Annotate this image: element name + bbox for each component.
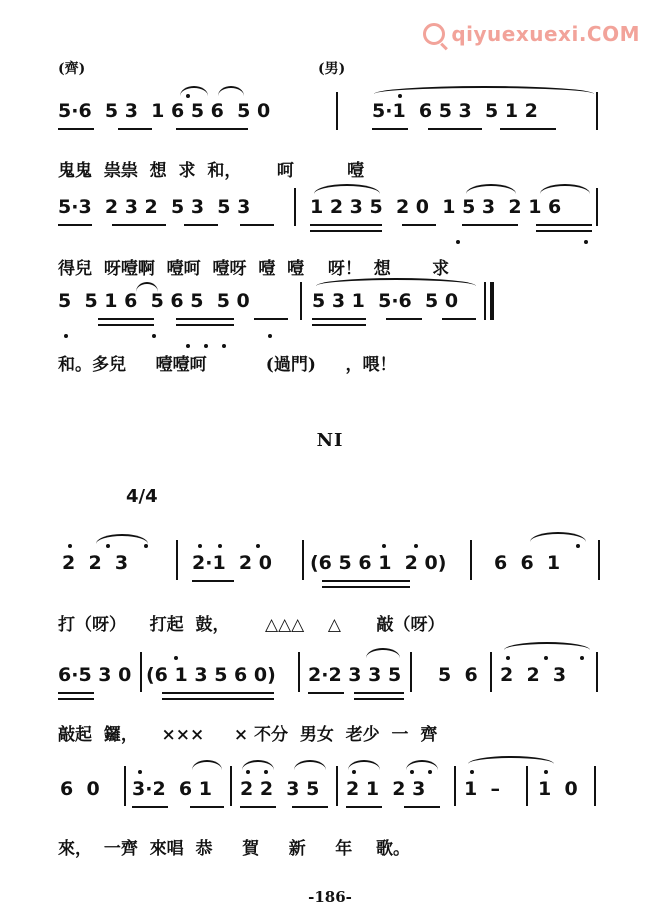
octave-dot: [456, 240, 460, 244]
octave-dot: [256, 544, 260, 548]
measure-notes: (6 5 6 1 2 0): [310, 552, 447, 574]
measure-notes: 5 5 1 6 5 6 5 5 0: [58, 290, 250, 312]
site-watermark: [423, 22, 640, 46]
octave-dot: [106, 544, 110, 548]
beam: [322, 580, 410, 582]
beam: [428, 128, 482, 130]
measure-notes: 1 2 3 5 2 0 1 5 3 2 1 6: [310, 196, 562, 218]
beam: [240, 224, 274, 226]
bar-line: [298, 652, 300, 692]
measure-notes: 6 6 1: [494, 552, 561, 574]
beam: [254, 318, 288, 320]
measure-notes: 5·1 6 5 3 5 1 2: [372, 100, 538, 122]
octave-dot: [222, 344, 226, 348]
octave-dot: [186, 344, 190, 348]
slur: [530, 532, 586, 542]
lyric-line: 打（呀） 打起 鼓， △△△ △ 敲（呀）: [58, 615, 445, 635]
beam: [310, 224, 382, 226]
bar-line: [336, 92, 338, 130]
lyric-line: 鬼鬼 祟祟 想 求 和， 呵 噎: [58, 161, 365, 181]
beam: [162, 692, 274, 694]
slur: [406, 760, 438, 770]
slur: [192, 760, 222, 770]
slur: [314, 184, 380, 194]
octave-dot: [198, 544, 202, 548]
slur: [316, 278, 476, 286]
measure-notes: 1 0: [538, 778, 578, 800]
octave-dot: [144, 544, 148, 548]
beam: [58, 692, 94, 694]
octave-dot: [246, 770, 250, 774]
octave-dot: [218, 544, 222, 548]
measure-notes: 5 3 1 5·6 5 0: [312, 290, 459, 312]
lyric-line: 和。多兒 噎噎呵 (過門) ，喂！: [58, 355, 397, 375]
beam: [58, 224, 92, 226]
octave-dot: [470, 770, 474, 774]
octave-dot: [268, 334, 272, 338]
lyric-line: 來， 一齊 來唱 恭 賀 新 年 歌。: [58, 839, 410, 859]
section-label: NI: [316, 430, 344, 451]
measure-notes: 2 1 2 3: [346, 778, 426, 800]
measure-notes: 2 2 3 5: [240, 778, 320, 800]
slur: [366, 648, 400, 658]
singer-label-left: (齊): [58, 61, 86, 77]
beam: [462, 224, 518, 226]
octave-dot: [204, 344, 208, 348]
slur: [374, 86, 594, 94]
measure-notes: (6 1 3 5 6 0): [146, 664, 276, 686]
beam: [184, 224, 218, 226]
measure-notes: 6 0: [60, 778, 100, 800]
bar-line: [596, 652, 598, 692]
beam: [190, 806, 224, 808]
bar-line: [594, 766, 596, 806]
octave-dot: [382, 544, 386, 548]
measure-notes: 2·2 3 3 5: [308, 664, 402, 686]
bar-line: [598, 540, 600, 580]
measure-notes: 2 2 3: [500, 664, 567, 686]
final-bar-thin: [484, 282, 486, 320]
beam: [354, 698, 404, 700]
bar-line: [294, 188, 296, 226]
slur: [466, 184, 516, 194]
beam: [112, 224, 166, 226]
octave-dot: [186, 94, 190, 98]
beam: [308, 692, 344, 694]
time-signature: 4/4: [126, 486, 158, 507]
beam: [346, 806, 382, 808]
search-icon: [423, 23, 445, 45]
beam: [312, 318, 366, 320]
beam: [536, 230, 592, 232]
octave-dot: [544, 656, 548, 660]
slur: [540, 184, 590, 194]
beam: [98, 318, 154, 320]
octave-dot: [152, 334, 156, 338]
beam: [442, 318, 476, 320]
slur: [136, 282, 158, 292]
bar-line: [596, 188, 598, 226]
octave-dot: [138, 770, 142, 774]
octave-dot: [428, 770, 432, 774]
octave-dot: [352, 770, 356, 774]
slur: [504, 642, 590, 650]
bar-line: [176, 540, 178, 580]
beam: [536, 224, 592, 226]
beam: [118, 128, 152, 130]
measure-notes: 5·6 5 3 1 6 5 6 5 0: [58, 100, 271, 122]
measure-notes: 2 2 3: [62, 552, 129, 574]
beam: [176, 318, 234, 320]
bar-line: [596, 92, 598, 130]
beam: [132, 806, 168, 808]
octave-dot: [414, 544, 418, 548]
beam: [500, 128, 556, 130]
final-bar-thick: [490, 282, 494, 320]
octave-dot: [398, 94, 402, 98]
bar-line: [454, 766, 456, 806]
slur: [294, 760, 326, 770]
bar-line: [300, 282, 302, 320]
slur: [96, 534, 148, 544]
beam: [354, 692, 404, 694]
beam: [404, 806, 440, 808]
octave-dot: [584, 240, 588, 244]
beam: [310, 230, 382, 232]
slur: [242, 760, 274, 770]
watermark-text: qiyuexuexi.COM: [451, 22, 640, 46]
measure-notes: 2·1 2 0: [192, 552, 272, 574]
slur: [348, 760, 380, 770]
measure-notes: 3·2 6 1: [132, 778, 212, 800]
beam: [58, 698, 94, 700]
octave-dot: [264, 770, 268, 774]
singer-label-right: (男): [318, 61, 346, 77]
beam: [292, 806, 328, 808]
measure-notes: 6·5 3 0: [58, 664, 132, 686]
octave-dot: [576, 544, 580, 548]
beam: [402, 224, 436, 226]
beam: [322, 586, 410, 588]
slur: [468, 756, 554, 764]
octave-dot: [506, 656, 510, 660]
octave-dot: [68, 544, 72, 548]
beam: [98, 324, 154, 326]
beam: [176, 324, 234, 326]
bar-line: [302, 540, 304, 580]
measure-notes: 5·3 2 3 2 5 3 5 3: [58, 196, 251, 218]
bar-line: [410, 652, 412, 692]
octave-dot: [544, 770, 548, 774]
page-number: -186-: [308, 888, 352, 906]
bar-line: [490, 652, 492, 692]
octave-dot: [174, 656, 178, 660]
bar-line: [124, 766, 126, 806]
octave-dot: [410, 770, 414, 774]
measure-notes: 1 –: [464, 778, 500, 800]
octave-dot: [580, 656, 584, 660]
bar-line: [140, 652, 142, 692]
bar-line: [230, 766, 232, 806]
bar-line: [470, 540, 472, 580]
lyric-line: 敲起 鑼， ××× × 不分 男女 老少 一 齊: [58, 725, 438, 745]
beam: [312, 324, 366, 326]
beam: [162, 698, 274, 700]
beam: [240, 806, 276, 808]
beam: [372, 128, 408, 130]
measure-notes: 5 6: [438, 664, 478, 686]
slur: [218, 86, 244, 96]
slur: [180, 86, 208, 96]
bar-line: [526, 766, 528, 806]
lyric-line: 得兒 呀噎啊 噎呵 噎呀 噎 噎 呀！ 想 求: [58, 259, 450, 279]
beam: [386, 318, 422, 320]
bar-line: [336, 766, 338, 806]
beam: [176, 128, 248, 130]
beam: [58, 128, 94, 130]
beam: [192, 580, 234, 582]
octave-dot: [64, 334, 68, 338]
